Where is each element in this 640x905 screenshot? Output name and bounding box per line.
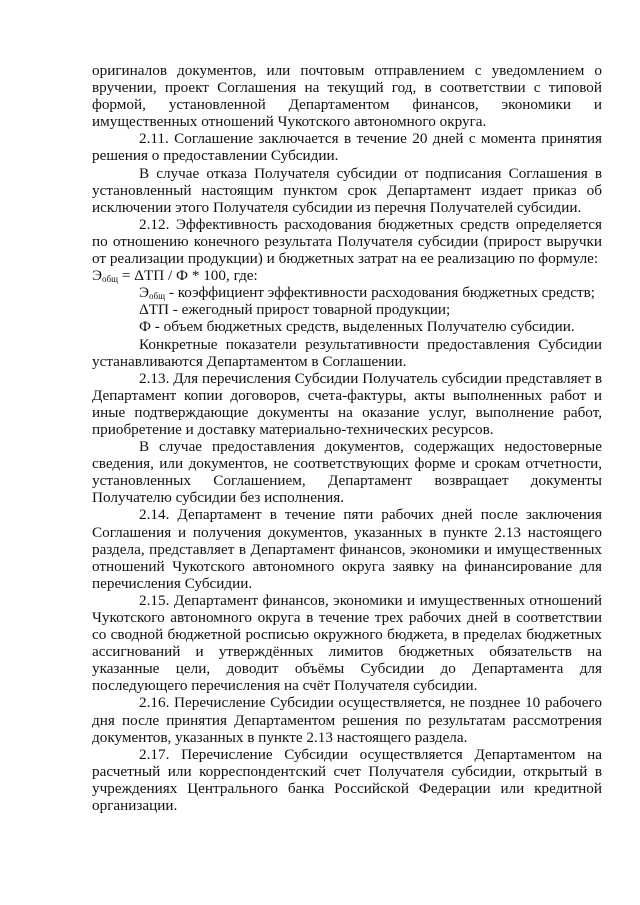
document-page <box>92 62 602 814</box>
paragraph-2-12: 2.12. Эффективность расходования бюджетных средств определяется по отношению конечного результата Получателя субсидии (прирост выручки от реализации продукции) и бюджетных затрат на ее реализацию по формуле: <box>92 215 602 268</box>
paragraph-2-11: 2.11. Соглашение заключается в течение 20 дней с момента принятия решения о предоставлении Субсидии. <box>92 130 602 165</box>
paragraph-2-13: 2.13. Для перечисления Субсидии Получатель субсидии представляет в Департамент копии договоров, счета-фактуры, акты выполненных работ и иные подтверждающие документы на оказание услуг, выполнение работ, приобретение и доставку материально-технических ресурсов. <box>92 369 602 438</box>
paragraph-2-16: 2.16. Перечисление Субсидии осуществляется, не позднее 10 рабочего дня после принятия Департаментом решения по результатам рассмотрения документов, указанных в пункте 2.13 настоящего раздела. <box>92 694 602 746</box>
paragraph-continuation: оригиналов документов, или почтовым отправлением с уведомлением о вручении, проект Соглашения на текущий год, в соответствии с типовой формой, установленной Департаментом финансов, экономики и имущественных отношений Чукотского автономного округа. <box>92 62 602 131</box>
paragraph-2-17: 2.17. Перечисление Субсидии осуществляется Департаментом на расчетный или корреспондентский счет Получателя субсидии, открытый в учреждениях Центрального банка Российской Федерации или кредитной организации. <box>92 745 602 815</box>
paragraph-2-14: 2.14. Департамент в течение пяти рабочих дней после заключения Соглашения и получения документов, указанных в пункте 2.13 настоящего раздела, представляет в Департамент финансов, экономики и имущественных отношений Чукотского автономного округа заявку на финансирование для перечисления Субсидии. <box>92 506 602 592</box>
definition-symbol-subscript: общ <box>149 291 166 302</box>
definition-funds: Ф - объем бюджетных средств, выделенных Получателю субсидии. <box>139 318 575 336</box>
paragraph-2-15: 2.15. Департамент финансов, экономики и имущественных отношений Чукотского автономного округа в течение трех рабочих дней в соответствии со сводной бюджетной росписью окружного бюджета, в пределах бюджетных ассигнований и утверждённых лимитов бюджетных обязательств на указанные цели, доводит объёмы Субсидии до Департамента для последующего перечисления на счёт Получателя субсидии. <box>92 591 602 695</box>
paragraph-refusal: В случае отказа Получателя субсидии от подписания Соглашения в установленный настоящим пунктом срок Департамент издает приказ об исключении этого Получателя субсидии из перечня Получателей субсидии. <box>92 164 602 216</box>
formula-lhs-subscript: общ <box>102 274 119 285</box>
formula-lhs: Э <box>92 267 103 285</box>
paragraph-unreliable-documents: В случае предоставления документов, содержащих недостоверные сведения, или документов, не соответствующих форме и срокам отчетности, установленных Соглашением, Департамент возвращает документы Получателю субсидии без исполнения. <box>92 438 602 507</box>
definition-text: - коэффициент эффективности расходования бюджетных средств; <box>165 284 595 302</box>
formula-rhs: = ΔТП / Ф * 100, где: <box>118 267 258 285</box>
paragraph-indicators: Конкретные показатели результативности предоставления Субсидии устанавливаются Департаментом в Соглашении. <box>92 335 602 370</box>
definition-growth: ΔТП - ежегодный прирост товарной продукции; <box>139 301 451 319</box>
efficiency-formula <box>92 267 602 284</box>
definition-efficiency <box>92 284 602 301</box>
definition-symbol: Э <box>139 284 150 302</box>
